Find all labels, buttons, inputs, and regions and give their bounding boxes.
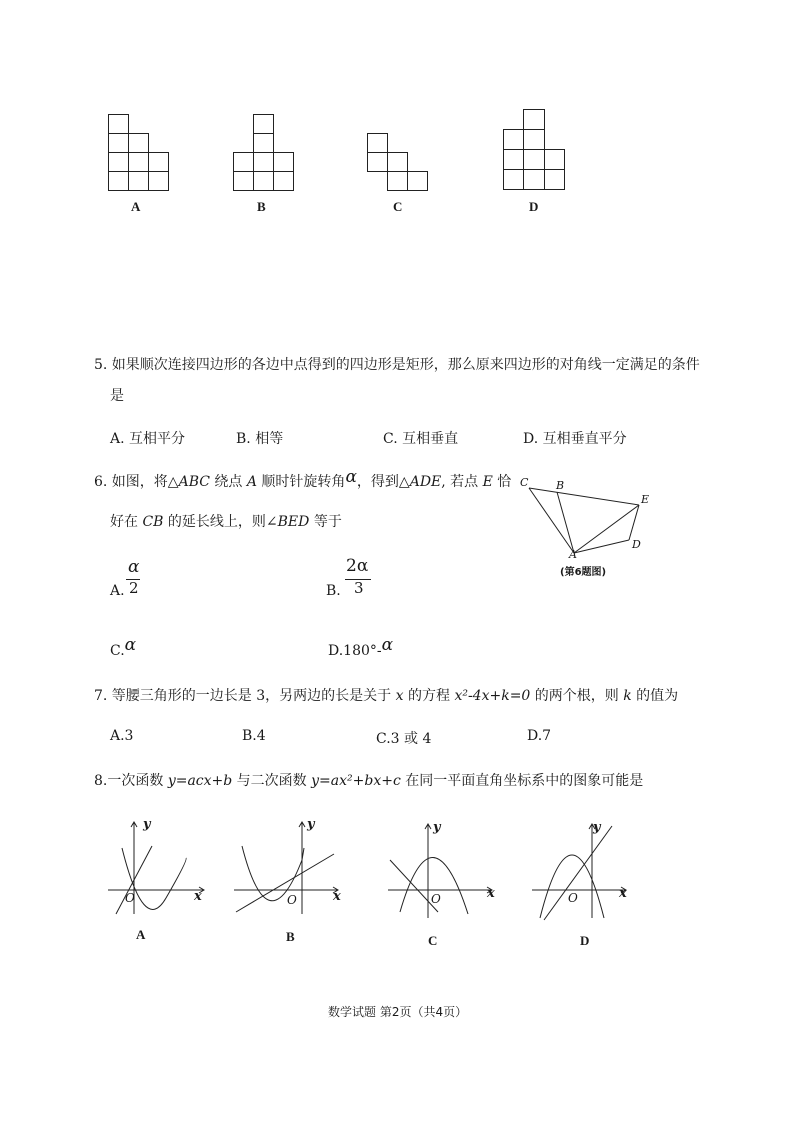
q8-label-b: B	[286, 929, 295, 944]
q8-graph-d-x-label: x	[619, 886, 627, 901]
q6-option-d: D.180°-α	[328, 635, 394, 659]
q6-point-c: C	[520, 476, 529, 489]
q7-text: 7. 等腰三角形的一边长是 3，另两边的长是关于 x 的方程 x²-4x+k=0 的两个根，则 k 的值为	[94, 688, 679, 704]
q4-label-c: C	[393, 199, 403, 214]
q5-option-c: C. 互相垂直	[383, 431, 459, 447]
q6-figure-caption: (第6题图)	[560, 567, 607, 578]
q8-graph-a	[108, 818, 208, 918]
q4-figure-a	[108, 114, 172, 192]
q8-graph-d-y-label: y	[593, 820, 601, 835]
page-footer: 数学试题 第2页（共4页）	[328, 1005, 468, 1019]
q6-point-b: B	[556, 479, 565, 492]
q6-point-a: A	[569, 548, 577, 561]
q6-option-a-prefix: A.	[110, 583, 125, 599]
q7-option-a: A.3	[110, 728, 134, 744]
q6-option-c: C.α	[110, 635, 137, 659]
q5-option-a: A. 互相平分	[110, 431, 186, 447]
q8-graph-a-origin: O	[125, 891, 135, 905]
q6-option-b-denominator: 3	[354, 579, 364, 597]
q6-option-b-prefix: B.	[326, 583, 341, 599]
q4-label-d: D	[529, 199, 539, 214]
q8-label-a: A	[136, 927, 146, 942]
q6-text-cont: 好在 CB 的延长线上，则∠BED 等于	[110, 514, 342, 530]
q8-graph-c-x-label: x	[487, 886, 495, 901]
q8-graph-c-origin: O	[431, 892, 441, 906]
q7-option-b: B.4	[242, 728, 266, 744]
q5-option-b: B. 相等	[236, 431, 284, 447]
q7-option-d: D.7	[527, 728, 552, 744]
q8-graph-a-x-label: x	[194, 889, 202, 904]
q8-label-c: C	[428, 933, 438, 948]
q8-label-d: D	[580, 933, 590, 948]
q6-option-a-numerator: α	[128, 557, 140, 577]
q8-text: 8.一次函数 y=acx+b 与二次函数 y=ax²+bx+c 在同一平面直角坐标系中的图象可能是	[94, 773, 644, 789]
q8-graph-a-y-label: y	[143, 817, 151, 832]
q6-text: 6. 如图，将△ABC 绕点 A 顺时针旋转角α，得到△ADE, 若点 E 恰	[94, 467, 512, 490]
q4-figure-c	[367, 133, 431, 193]
q7-option-c: C.3 或 4	[376, 731, 432, 747]
q4-label-a: A	[131, 199, 141, 214]
q4-label-b: B	[257, 199, 266, 214]
q6-point-e: E	[641, 493, 650, 506]
q5-text-cont: 是	[110, 388, 124, 404]
q5-option-d: D. 互相垂直平分	[523, 431, 627, 447]
q6-option-a-denominator: 2	[129, 579, 139, 597]
q8-graph-d	[532, 822, 632, 922]
q8-graph-b-y-label: y	[307, 817, 315, 832]
q5-text: 5. 如果顺次连接四边形的各边中点得到的四边形是矩形，那么原来四边形的对角线一定满足的条件	[94, 357, 700, 373]
q6-option-b-numerator: 2α	[346, 556, 369, 576]
q4-figure-b	[233, 114, 297, 192]
q8-graph-c	[388, 822, 498, 922]
q8-graph-c-y-label: y	[433, 820, 441, 835]
q6-point-d: D	[632, 538, 641, 551]
q8-graph-b-origin: O	[287, 893, 297, 907]
q8-graph-b-x-label: x	[333, 889, 341, 904]
q4-figure-d	[503, 109, 567, 193]
q8-graph-d-origin: O	[568, 891, 578, 905]
